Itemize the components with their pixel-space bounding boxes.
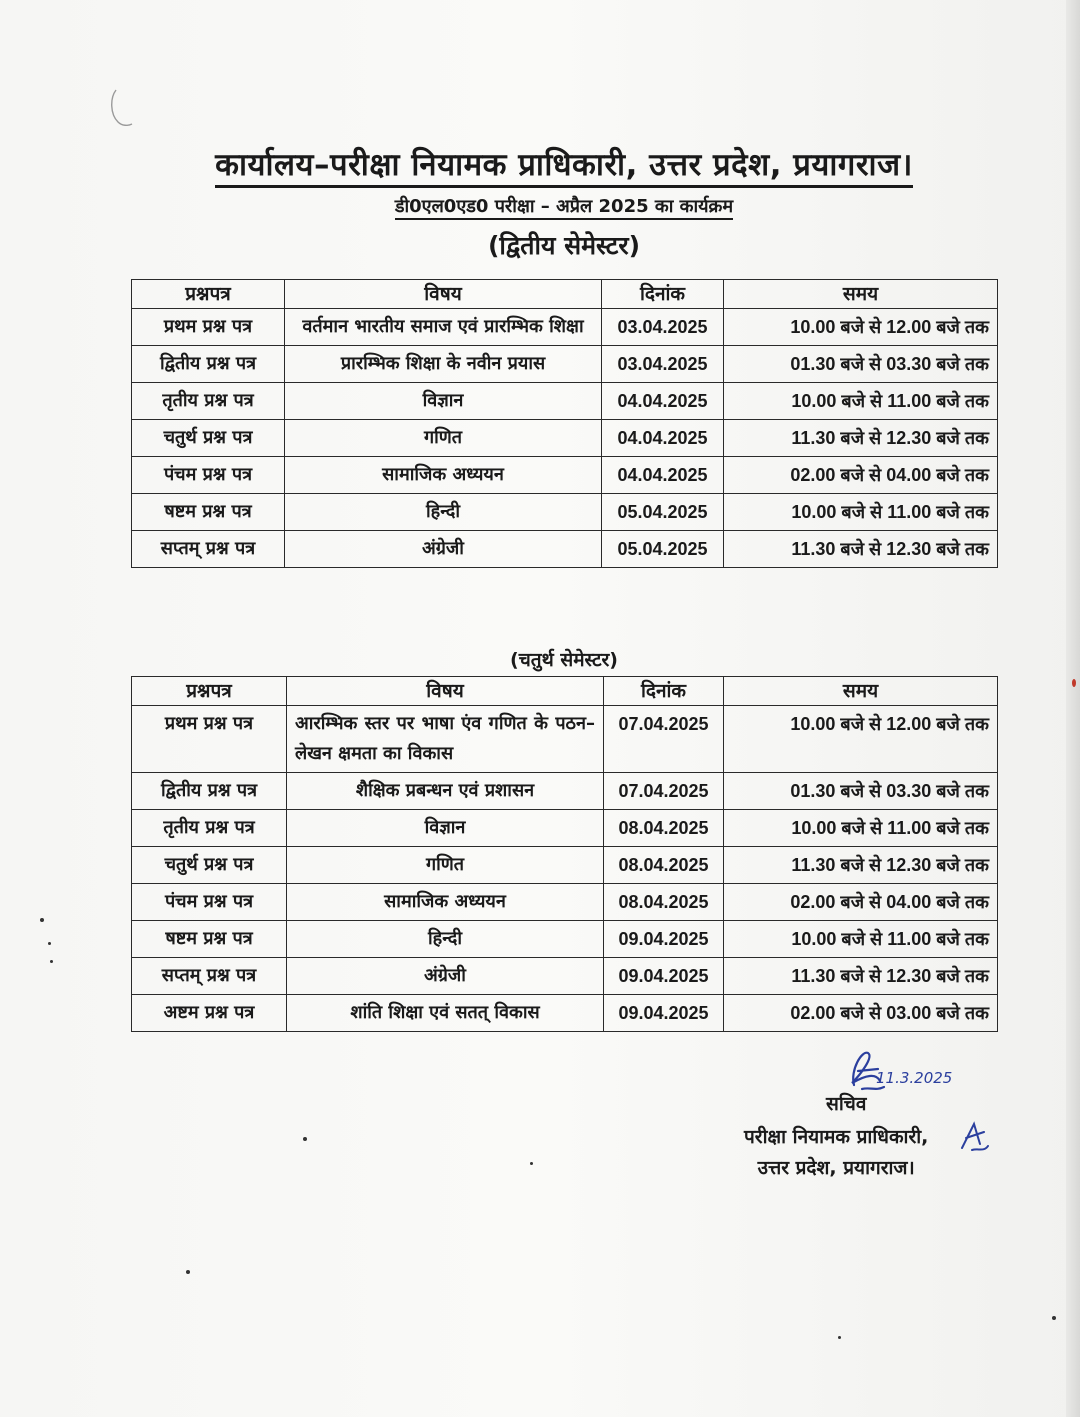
- col-header-subject: विषय: [287, 677, 604, 706]
- paper-cell: सप्तम् प्रश्न पत्र: [132, 958, 287, 995]
- table-row: [132, 773, 998, 810]
- scan-speck: [838, 1336, 841, 1339]
- date-cell: 03.04.2025: [602, 309, 724, 346]
- subject-cell: गणित: [285, 420, 602, 457]
- scan-mark: [106, 86, 136, 130]
- paper-cell: षष्टम प्रश्न पत्र: [132, 494, 285, 531]
- scan-speck: [303, 1137, 307, 1141]
- signatory-office: [744, 1122, 928, 1184]
- svg-text:11.3.2025: 11.3.2025: [876, 1069, 953, 1087]
- time-cell: 10.00 बजे से 11.00 बजे तक: [724, 810, 998, 847]
- paper-cell: चतुर्थ प्रश्न पत्र: [132, 420, 285, 457]
- col-header-time: समय: [724, 677, 998, 706]
- time-cell: 02.00 बजे से 04.00 बजे तक: [724, 457, 998, 494]
- paper-cell: प्रथम प्रश्न पत्र: [132, 309, 285, 346]
- time-cell: 10.00 बजे से 12.00 बजे तक: [724, 309, 998, 346]
- exam-program-subtitle: डी0एल0एड0 परीक्षा – अप्रैल 2025 का कार्यक्रम: [0, 194, 1080, 218]
- signatory-designation: सचिव: [826, 1093, 867, 1115]
- date-cell: 03.04.2025: [602, 346, 724, 383]
- table-row: [132, 346, 998, 383]
- paper-cell: षष्टम प्रश्न पत्र: [132, 921, 287, 958]
- paper-cell: द्वितीय प्रश्न पत्र: [132, 346, 285, 383]
- scan-speck: [1052, 1316, 1056, 1320]
- date-cell: 09.04.2025: [604, 921, 724, 958]
- subject-cell: हिन्दी: [285, 494, 602, 531]
- subject-cell: आरम्भिक स्तर पर भाषा एंव गणित के पठन–लेखन क्षमता का विकास: [287, 706, 604, 773]
- time-cell: 10.00 बजे से 11.00 बजे तक: [724, 383, 998, 420]
- time-cell: 02.00 बजे से 04.00 बजे तक: [724, 884, 998, 921]
- table-row: [132, 995, 998, 1032]
- scan-speck: [40, 918, 44, 922]
- time-cell: 01.30 बजे से 03.30 बजे तक: [724, 773, 998, 810]
- col-header-date: दिनांक: [604, 677, 724, 706]
- paper-cell: प्रथम प्रश्न पत्र: [132, 706, 287, 773]
- date-cell: 04.04.2025: [602, 457, 724, 494]
- paper-cell: तृतीय प्रश्न पत्र: [132, 383, 285, 420]
- paper-cell: पंचम प्रश्न पत्र: [132, 457, 285, 494]
- date-cell: 05.04.2025: [602, 531, 724, 568]
- date-cell: 04.04.2025: [602, 383, 724, 420]
- table-row: [132, 847, 998, 884]
- initials-mark: [958, 1118, 990, 1158]
- scan-speck: [530, 1162, 533, 1165]
- subject-cell: गणित: [287, 847, 604, 884]
- table-row: [132, 457, 998, 494]
- paper-cell: सप्तम् प्रश्न पत्र: [132, 531, 285, 568]
- subject-cell: अंग्रेजी: [285, 531, 602, 568]
- col-header-paper: प्रश्नपत्र: [132, 280, 285, 309]
- date-cell: 08.04.2025: [604, 810, 724, 847]
- office-line-2: उत्तर प्रदेश, प्रयागराज।: [757, 1157, 915, 1179]
- date-cell: 07.04.2025: [604, 773, 724, 810]
- table-row: [132, 884, 998, 921]
- col-header-time: समय: [724, 280, 998, 309]
- table-header-row: [132, 677, 998, 706]
- subject-cell: सामाजिक अध्ययन: [285, 457, 602, 494]
- table-row: [132, 309, 998, 346]
- semester-4-schedule-table: [131, 676, 998, 1032]
- col-header-date: दिनांक: [602, 280, 724, 309]
- subject-cell: सामाजिक अध्ययन: [287, 884, 604, 921]
- time-cell: 11.30 बजे से 12.30 बजे तक: [724, 420, 998, 457]
- time-cell: 11.30 बजे से 12.30 बजे तक: [724, 847, 998, 884]
- table-row: [132, 531, 998, 568]
- subject-cell: विज्ञान: [287, 810, 604, 847]
- col-header-subject: विषय: [285, 280, 602, 309]
- scan-speck: [186, 1270, 190, 1274]
- table-row: [132, 706, 998, 773]
- table-row: [132, 810, 998, 847]
- date-cell: 09.04.2025: [604, 995, 724, 1032]
- subject-cell: हिन्दी: [287, 921, 604, 958]
- table-row: [132, 420, 998, 457]
- table-row: [132, 383, 998, 420]
- subject-cell: शैक्षिक प्रबन्धन एवं प्रशासन: [287, 773, 604, 810]
- semester-2-schedule-table: [131, 279, 998, 568]
- time-cell: 01.30 बजे से 03.30 बजे तक: [724, 346, 998, 383]
- table-header-row: [132, 280, 998, 309]
- paper-cell: द्वितीय प्रश्न पत्र: [132, 773, 287, 810]
- semester-2-heading: (द्वितीय सेमेस्टर): [487, 231, 641, 260]
- time-cell: 11.30 बजे से 12.30 बजे तक: [724, 958, 998, 995]
- time-cell: 10.00 बजे से 11.00 बजे तक: [724, 921, 998, 958]
- date-cell: 09.04.2025: [604, 958, 724, 995]
- col-header-paper: प्रश्नपत्र: [132, 677, 287, 706]
- time-cell: 10.00 बजे से 11.00 बजे तक: [724, 494, 998, 531]
- subject-cell: अंग्रेजी: [287, 958, 604, 995]
- date-cell: 04.04.2025: [602, 420, 724, 457]
- scan-speck: [50, 960, 53, 963]
- date-cell: 05.04.2025: [602, 494, 724, 531]
- date-cell: 08.04.2025: [604, 884, 724, 921]
- subject-cell: प्रारम्भिक शिक्षा के नवीन प्रयास: [285, 346, 602, 383]
- paper-cell: अष्टम प्रश्न पत्र: [132, 995, 287, 1032]
- subject-cell: विज्ञान: [285, 383, 602, 420]
- time-cell: 11.30 बजे से 12.30 बजे तक: [724, 531, 998, 568]
- date-cell: 07.04.2025: [604, 706, 724, 773]
- paper-cell: तृतीय प्रश्न पत्र: [132, 810, 287, 847]
- semester-4-heading: (चतुर्थ सेमेस्टर): [510, 649, 618, 671]
- date-cell: 08.04.2025: [604, 847, 724, 884]
- subject-cell: वर्तमान भारतीय समाज एवं प्रारम्भिक शिक्षा: [285, 309, 602, 346]
- time-cell: 02.00 बजे से 03.00 बजे तक: [724, 995, 998, 1032]
- office-title: कार्यालय–परीक्षा नियामक प्राधिकारी, उत्तर प्रदेश, प्रयागराज।: [0, 143, 1080, 185]
- scan-speck: [48, 942, 51, 945]
- paper-cell: पंचम प्रश्न पत्र: [132, 884, 287, 921]
- table-row: [132, 921, 998, 958]
- table-row: [132, 494, 998, 531]
- subject-cell: शांति शिक्षा एवं सतत् विकास: [287, 995, 604, 1032]
- time-cell: 10.00 बजे से 12.00 बजे तक: [724, 706, 998, 773]
- table-row: [132, 958, 998, 995]
- paper-cell: चतुर्थ प्रश्न पत्र: [132, 847, 287, 884]
- office-line-1: परीक्षा नियामक प्राधिकारी,: [744, 1126, 929, 1148]
- scan-speck: [1072, 679, 1076, 687]
